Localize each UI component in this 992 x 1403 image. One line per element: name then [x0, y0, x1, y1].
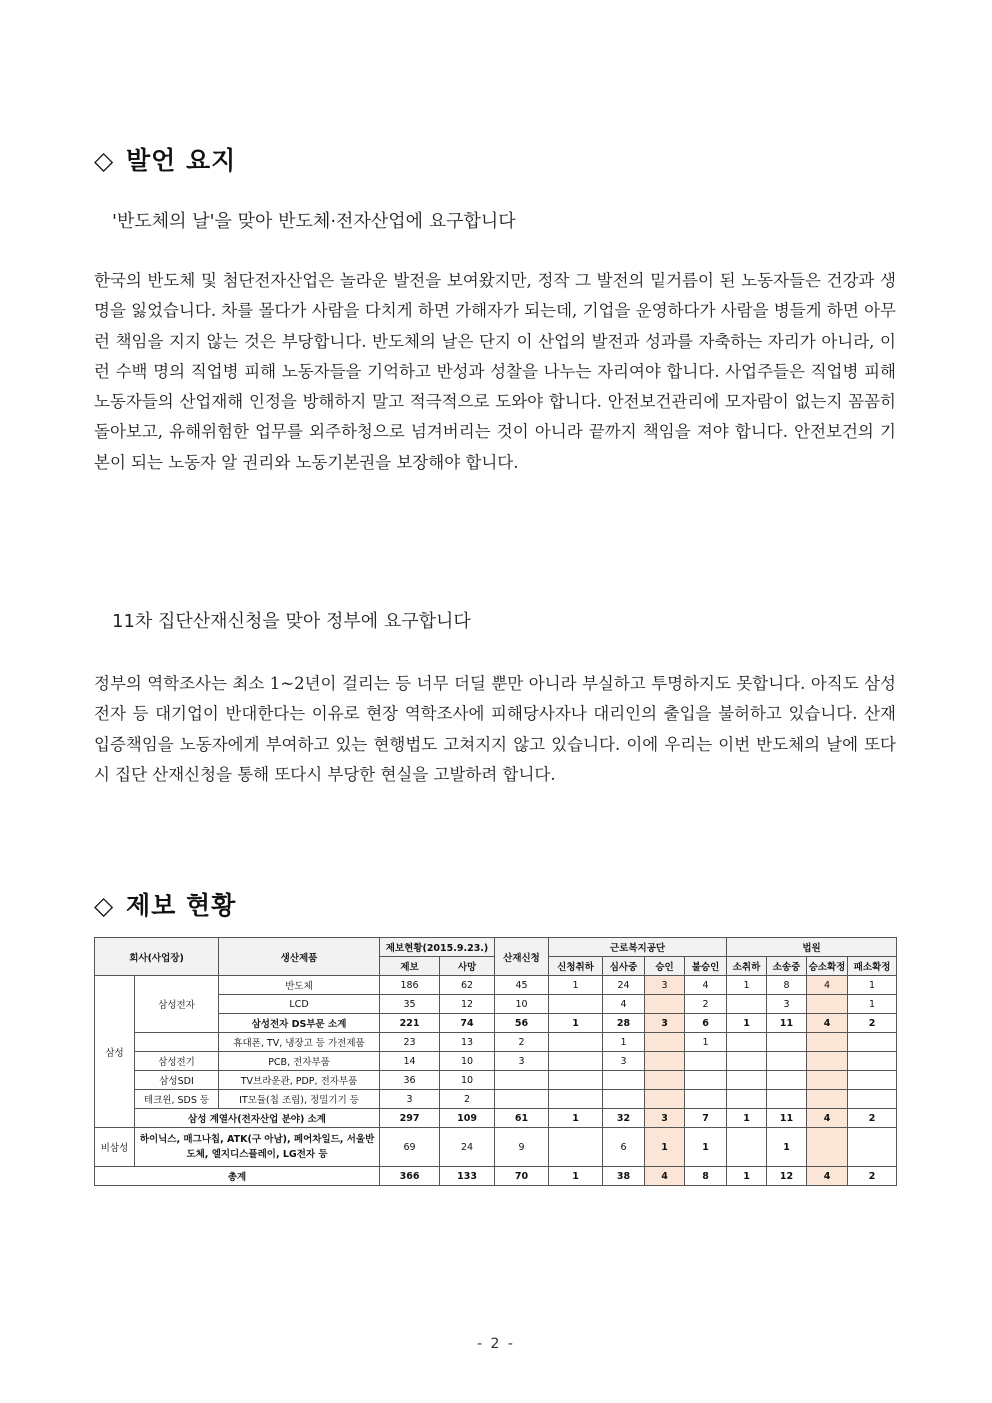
cell-suit-withdrawn: 1 — [727, 976, 767, 995]
cell-death: 13 — [440, 1033, 495, 1052]
header-win-final: 승소확정 — [807, 957, 848, 976]
cell-death: 2 — [440, 1090, 495, 1109]
cell-withdrawn — [549, 1033, 603, 1052]
cell-in-suit: 11 — [767, 1109, 807, 1128]
cell-claim — [495, 1071, 549, 1090]
cell-suit-withdrawn — [727, 1033, 767, 1052]
header-court: 법원 — [727, 938, 897, 957]
header-company: 회사(사업장) — [95, 938, 219, 976]
cell-withdrawn — [549, 1071, 603, 1090]
cell-suit-withdrawn — [727, 1052, 767, 1071]
cell-report: 3 — [380, 1090, 440, 1109]
section-title-speech — [94, 141, 236, 177]
cell-product: TV브라운관, PDP, 전자부품 — [219, 1071, 380, 1090]
cell-withdrawn — [549, 1090, 603, 1109]
cell-approved — [645, 1033, 685, 1052]
cell-suit-withdrawn — [727, 1090, 767, 1109]
cell-suit-withdrawn: 1 — [727, 1109, 767, 1128]
cell-win-final: 4 — [807, 1014, 848, 1033]
header-product: 생산제품 — [219, 938, 380, 976]
cell-claim: 10 — [495, 995, 549, 1014]
cell-win-final — [807, 1033, 848, 1052]
cell-withdrawn: 1 — [549, 1109, 603, 1128]
header-report-group: 제보현황(2015.9.23.) — [380, 938, 495, 957]
cell-claim: 70 — [495, 1167, 549, 1186]
cell-withdrawn: 1 — [549, 976, 603, 995]
cell-product: 휴대폰, TV, 냉장고 등 가전제품 — [219, 1033, 380, 1052]
cell-win-final: 4 — [807, 976, 848, 995]
cell-claim: 3 — [495, 1052, 549, 1071]
cell-approved — [645, 1052, 685, 1071]
cell-suit-withdrawn — [727, 1071, 767, 1090]
cell-win-final — [807, 1071, 848, 1090]
page-number: - 2 - — [477, 1336, 515, 1352]
cell-rejected: 2 — [685, 995, 727, 1014]
cell-report: 23 — [380, 1033, 440, 1052]
cell-reviewing: 1 — [603, 1033, 645, 1052]
table-row-total — [95, 1167, 897, 1186]
cell-claim: 61 — [495, 1109, 549, 1128]
header-withdrawn: 신청취하 — [549, 957, 603, 976]
cell-subtotal-label: 삼성 계열사(전자산업 분야) 소계 — [135, 1109, 380, 1128]
cell-total-label: 총계 — [95, 1167, 380, 1186]
header-rejected: 불승인 — [685, 957, 727, 976]
header-death: 사망 — [440, 957, 495, 976]
header-approved: 승인 — [645, 957, 685, 976]
cell-company: 삼성전기 — [135, 1052, 219, 1071]
cell-approved: 3 — [645, 1109, 685, 1128]
cell-report: 297 — [380, 1109, 440, 1128]
cell-rejected: 7 — [685, 1109, 727, 1128]
cell-claim: 56 — [495, 1014, 549, 1033]
demand-industry-paragraph: 한국의 반도체 및 첨단전자산업은 놀라운 발전을 보여왔지만, 정작 그 발전의 밑거름이 된 노동자들은 건강과 생명을 잃었습니다. 차를 몰다가 사람을 다치게 하면 가해자가 되는데, 기업을 운영하다가 사람을 병들게 하면 아무런 책임을 지지 않는 것은 부당합니다. 반도체의 날은 단지 이 산업의 발전과 성과를 자축하는 자리가 아니라, 이런 수백 명의 직업병 피해 노동자들을 기억하고 반성과 성찰을 나누는 자리여야 합니다. 사업주들은 직업병 피해 노동자들의 산업재해 인정을 방해하지 말고 적극적으로 도와야 합니다. 안전보건관리에 모자람이 없는지 꼼꼼히 돌아보고, 유해위험한 업무를 외주하청으로 넘겨버리는 것이 아니라 끝까지 책임을 져야 합니다. 안전보건의 기본이 되는 노동자 알 권리와 노동기본권을 보장해야 합니다. — [94, 271, 896, 472]
cell-in-suit — [767, 1071, 807, 1090]
cell-approved: 3 — [645, 1014, 685, 1033]
table-row — [95, 1033, 897, 1052]
cell-lose-final: 2 — [848, 1109, 897, 1128]
cell-claim: 45 — [495, 976, 549, 995]
speech-title: 발언 요지 — [126, 146, 237, 175]
cell-rejected: 4 — [685, 976, 727, 995]
report-status-table — [94, 937, 897, 1186]
table-row-non-samsung — [95, 1128, 897, 1167]
cell-reviewing: 3 — [603, 1052, 645, 1071]
header-lose-final: 패소확정 — [848, 957, 897, 976]
demand-government-heading: 11차 집단산재신청을 맞아 정부에 요구합니다 — [112, 611, 471, 632]
cell-reviewing — [603, 1090, 645, 1109]
cell-suit-withdrawn — [727, 995, 767, 1014]
cell-withdrawn: 1 — [549, 1167, 603, 1186]
cell-non-samsung-companies: 하이닉스, 매그나칩, ATK(구 아남), 페어차일드, 서울반도체, 엘지디스플레이, LG전자 등 — [135, 1128, 380, 1167]
cell-suit-withdrawn: 1 — [727, 1014, 767, 1033]
cell-approved — [645, 1090, 685, 1109]
table-row — [95, 1071, 897, 1090]
cell-reviewing: 32 — [603, 1109, 645, 1128]
table-row — [95, 1090, 897, 1109]
cell-approved: 3 — [645, 976, 685, 995]
cell-win-final: 4 — [807, 1167, 848, 1186]
cell-in-suit — [767, 1090, 807, 1109]
header-suit-withdrawn: 소취하 — [727, 957, 767, 976]
cell-withdrawn — [549, 1052, 603, 1071]
cell-approved — [645, 995, 685, 1014]
cell-suit-withdrawn — [727, 1128, 767, 1167]
cell-death: 74 — [440, 1014, 495, 1033]
cell-in-suit: 12 — [767, 1167, 807, 1186]
cell-withdrawn — [549, 1128, 603, 1167]
header-claim: 산재신청 — [495, 938, 549, 976]
cell-in-suit: 11 — [767, 1014, 807, 1033]
cell-death: 24 — [440, 1128, 495, 1167]
cell-approved: 4 — [645, 1167, 685, 1186]
table-row — [95, 976, 897, 995]
cell-in-suit — [767, 1033, 807, 1052]
cell-in-suit — [767, 1052, 807, 1071]
cell-claim: 9 — [495, 1128, 549, 1167]
cell-withdrawn: 1 — [549, 1014, 603, 1033]
cell-win-final — [807, 1052, 848, 1071]
cell-reviewing: 24 — [603, 976, 645, 995]
group-samsung: 삼성 — [95, 976, 135, 1128]
cell-claim: 2 — [495, 1033, 549, 1052]
cell-rejected: 1 — [685, 1033, 727, 1052]
cell-suit-withdrawn: 1 — [727, 1167, 767, 1186]
table-header-row — [95, 938, 897, 957]
cell-report: 14 — [380, 1052, 440, 1071]
cell-in-suit: 8 — [767, 976, 807, 995]
cell-report: 69 — [380, 1128, 440, 1167]
cell-reviewing: 6 — [603, 1128, 645, 1167]
cell-claim — [495, 1090, 549, 1109]
cell-product: 삼성전자 DS부문 소계 — [219, 1014, 380, 1033]
cell-reviewing: 28 — [603, 1014, 645, 1033]
cell-company — [135, 1033, 219, 1052]
cell-reviewing: 38 — [603, 1167, 645, 1186]
cell-report: 35 — [380, 995, 440, 1014]
demand-industry-heading: '반도체의 날'을 맞아 반도체·전자산업에 요구합니다 — [112, 211, 516, 232]
cell-death: 109 — [440, 1109, 495, 1128]
cell-lose-final — [848, 1052, 897, 1071]
section-title-report — [94, 886, 236, 922]
diamond-icon: ◇ — [94, 891, 115, 920]
cell-reviewing: 4 — [603, 995, 645, 1014]
cell-lose-final — [848, 1071, 897, 1090]
cell-lose-final: 1 — [848, 995, 897, 1014]
cell-win-final — [807, 1128, 848, 1167]
demand-government-paragraph: 정부의 역학조사는 최소 1~2년이 걸리는 등 너무 더딜 뿐만 아니라 부실하고 투명하지도 못합니다. 아직도 삼성전자 등 대기업이 반대한다는 이유로 현장 역학조사에 피해당사자나 대리인의 출입을 불허하고 있습니다. 산재 입증책임을 노동자에게 부여하고 있는 현행법도 고쳐지지 않고 있습니다. 이에 우리는 이번 반도체의 날에 또다시 집단 산재신청을 통해 또다시 부당한 현실을 고발하려 합니다. — [94, 674, 896, 784]
cell-product: LCD — [219, 995, 380, 1014]
header-comwel: 근로복지공단 — [549, 938, 727, 957]
cell-rejected — [685, 1052, 727, 1071]
cell-in-suit: 3 — [767, 995, 807, 1014]
cell-report: 36 — [380, 1071, 440, 1090]
cell-report: 366 — [380, 1167, 440, 1186]
company-samsung-electronics: 삼성전자 — [135, 976, 219, 1033]
diamond-icon: ◇ — [94, 146, 115, 175]
header-reviewing: 심사중 — [603, 957, 645, 976]
cell-lose-final — [848, 1090, 897, 1109]
table-row — [95, 1052, 897, 1071]
cell-rejected: 6 — [685, 1014, 727, 1033]
cell-death: 12 — [440, 995, 495, 1014]
group-non-samsung: 비삼성 — [95, 1128, 135, 1167]
cell-lose-final: 2 — [848, 1014, 897, 1033]
cell-product: PCB, 전자부품 — [219, 1052, 380, 1071]
cell-company: 테크윈, SDS 등 — [135, 1090, 219, 1109]
cell-report: 186 — [380, 976, 440, 995]
cell-death: 62 — [440, 976, 495, 995]
cell-report: 221 — [380, 1014, 440, 1033]
cell-win-final — [807, 995, 848, 1014]
cell-reviewing — [603, 1071, 645, 1090]
cell-rejected: 1 — [685, 1128, 727, 1167]
cell-approved — [645, 1071, 685, 1090]
cell-lose-final — [848, 1128, 897, 1167]
cell-in-suit: 1 — [767, 1128, 807, 1167]
table-row-samsung-subtotal — [95, 1109, 897, 1128]
cell-lose-final: 2 — [848, 1167, 897, 1186]
cell-product: IT모듈(칩 조립), 정밀기기 등 — [219, 1090, 380, 1109]
cell-approved: 1 — [645, 1128, 685, 1167]
cell-death: 10 — [440, 1071, 495, 1090]
header-report: 제보 — [380, 957, 440, 976]
cell-lose-final: 1 — [848, 976, 897, 995]
cell-withdrawn — [549, 995, 603, 1014]
cell-rejected: 8 — [685, 1167, 727, 1186]
cell-product: 반도체 — [219, 976, 380, 995]
cell-lose-final — [848, 1033, 897, 1052]
cell-win-final: 4 — [807, 1109, 848, 1128]
cell-rejected — [685, 1071, 727, 1090]
cell-win-final — [807, 1090, 848, 1109]
cell-death: 133 — [440, 1167, 495, 1186]
cell-death: 10 — [440, 1052, 495, 1071]
report-title: 제보 현황 — [126, 891, 237, 920]
cell-rejected — [685, 1090, 727, 1109]
cell-company: 삼성SDI — [135, 1071, 219, 1090]
header-in-suit: 소송중 — [767, 957, 807, 976]
